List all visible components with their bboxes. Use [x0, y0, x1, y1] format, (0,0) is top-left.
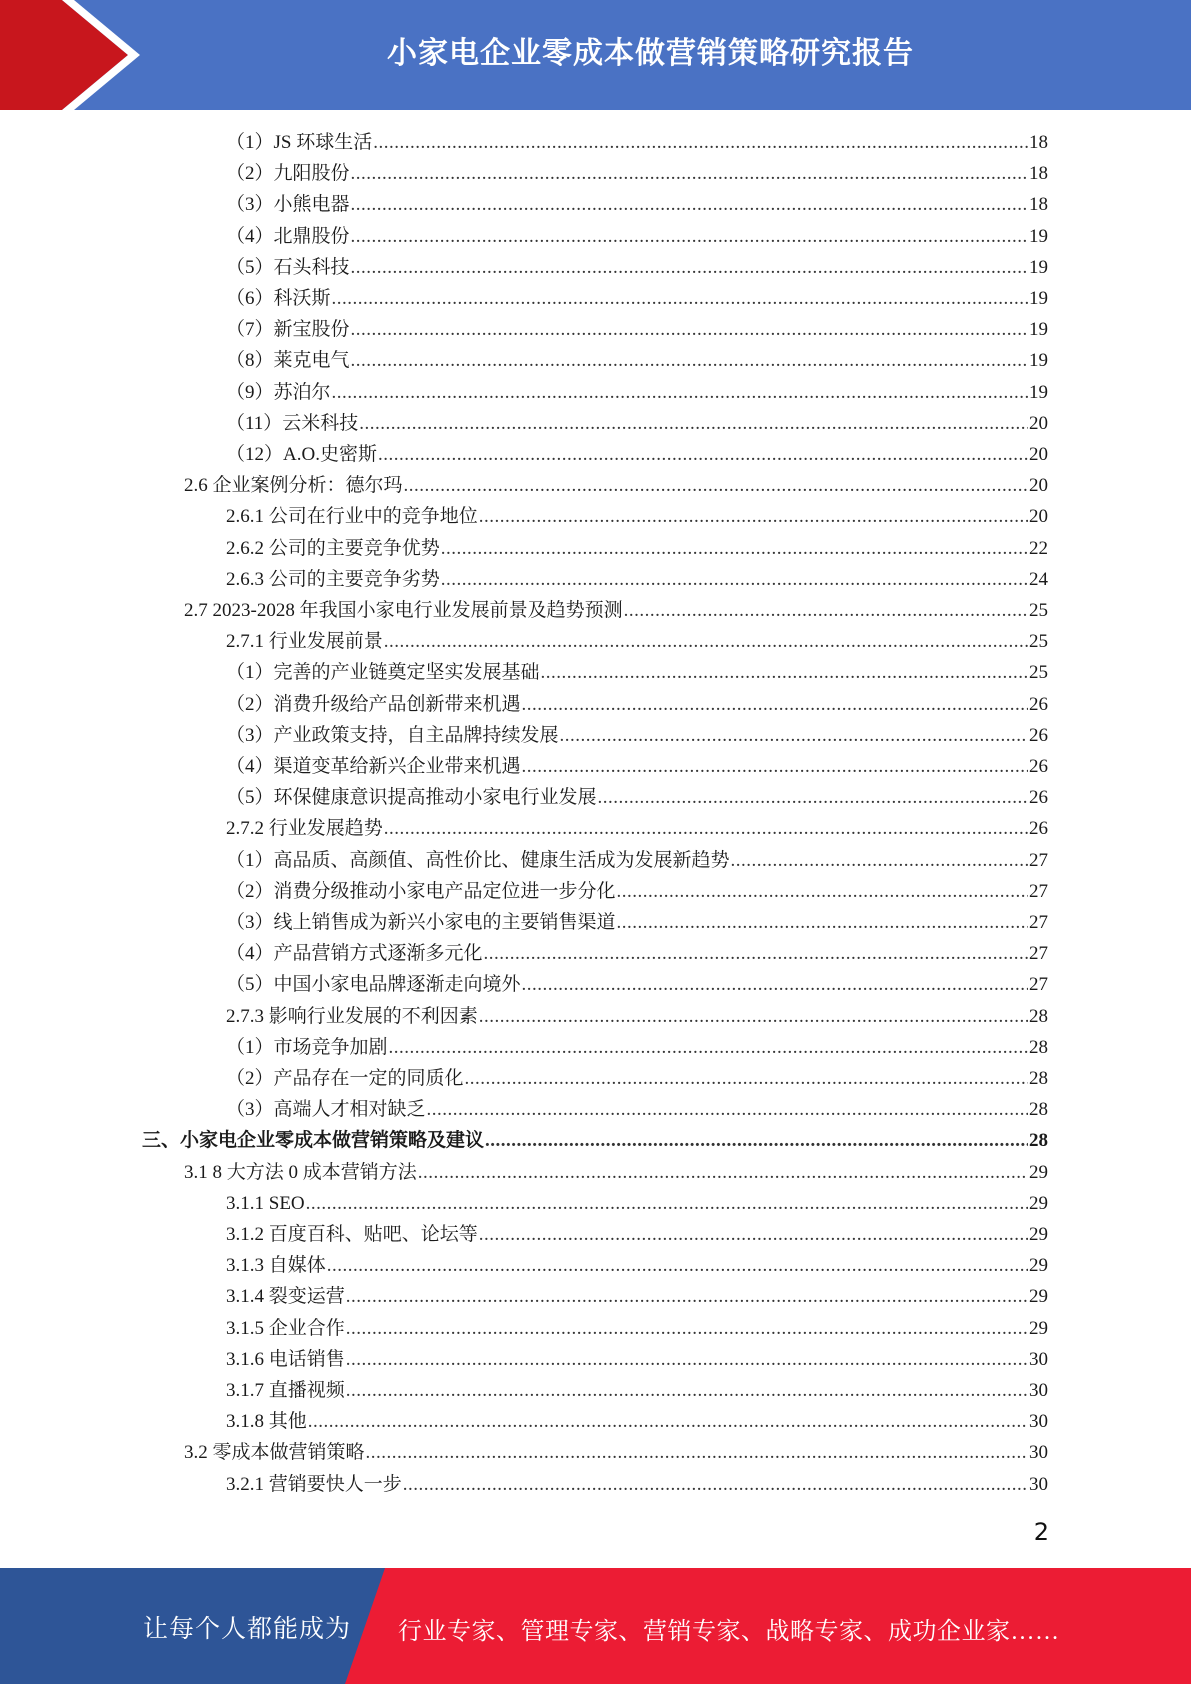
toc-entry[interactable] — [226, 1469, 1048, 1500]
toc-entry-label: 2.7.3 影响行业发展的不利因素 — [226, 1005, 478, 1027]
toc-leader-dots — [332, 377, 1028, 408]
toc-entry[interactable] — [226, 1375, 1048, 1406]
toc-leader-dots — [378, 439, 1028, 470]
footer-slogan-right: 行业专家、管理专家、营销专家、战略专家、成功企业家…… — [398, 1619, 1060, 1645]
toc-entry-page: 29 — [1029, 1255, 1048, 1277]
toc-entry[interactable] — [226, 1063, 1048, 1094]
toc-entry-label: 3.1.5 企业合作 — [226, 1317, 345, 1339]
toc-entry[interactable] — [226, 1344, 1048, 1375]
toc-entry-page: 27 — [1029, 912, 1048, 933]
toc-entry-label: 3.1.7 直播视频 — [226, 1380, 345, 1401]
toc-leader-dots — [624, 595, 1028, 626]
toc-entry[interactable] — [226, 1219, 1048, 1250]
toc-entry-page: 22 — [1029, 537, 1048, 559]
toc-leader-dots — [327, 1250, 1028, 1281]
toc-entry[interactable] — [226, 533, 1048, 564]
toc-entry-label: （3）小熊电器 — [226, 194, 350, 216]
toc-entry-label: 2.7.2 行业发展趋势 — [226, 818, 383, 840]
toc-leader-dots — [403, 1469, 1028, 1500]
page-footer — [0, 1568, 1191, 1684]
toc-entry[interactable] — [226, 1406, 1048, 1437]
toc-entry-label: （9）苏泊尔 — [226, 381, 331, 403]
toc-entry-page: 28 — [1029, 1005, 1048, 1027]
toc-entry-label: （1）JS 环球生活 — [226, 132, 373, 153]
toc-entry[interactable] — [226, 969, 1048, 1000]
toc-entry[interactable] — [226, 845, 1048, 876]
toc-entry[interactable] — [226, 938, 1048, 969]
page-number: 2 — [1033, 1518, 1049, 1546]
toc-entry-label: 2.7 2023-2028 年我国小家电行业发展前景及趋势预测 — [184, 600, 623, 621]
toc-entry-label: （12）A.O.史密斯 — [226, 444, 377, 465]
toc-entry[interactable] — [226, 689, 1048, 720]
toc-entry-label: 3.1.3 自媒体 — [226, 1255, 326, 1277]
toc-entry-label: （2）消费升级给产品创新带来机遇 — [226, 693, 521, 715]
toc-entry-label: 3.1.8 其他 — [226, 1411, 307, 1433]
toc-entry-page: 26 — [1029, 693, 1048, 715]
toc-entry[interactable] — [226, 158, 1048, 189]
toc-entry-page: 30 — [1029, 1380, 1048, 1401]
toc-entry[interactable] — [226, 221, 1048, 252]
toc-entry-page: 29 — [1029, 1317, 1048, 1339]
toc-entry-page: 19 — [1029, 288, 1048, 309]
toc-entry-page: 19 — [1029, 350, 1048, 372]
toc-leader-dots — [522, 751, 1028, 782]
toc-entry[interactable] — [226, 1250, 1048, 1281]
toc-leader-dots — [404, 470, 1028, 501]
toc-entry-label: （6）科沃斯 — [226, 288, 331, 309]
toc-leader-dots — [479, 1001, 1028, 1032]
toc-leader-dots — [598, 782, 1028, 813]
toc-entry-page: 28 — [1029, 1099, 1048, 1121]
toc-entry-label: （3）产业政策支持，自主品牌持续发展 — [226, 724, 559, 746]
toc-entry[interactable] — [184, 1437, 1048, 1468]
toc-leader-dots — [346, 1313, 1028, 1344]
toc-leader-dots — [351, 158, 1028, 189]
toc-leader-dots — [373, 127, 1028, 158]
toc-entry[interactable] — [226, 439, 1048, 470]
toc-leader-dots — [427, 1094, 1028, 1125]
toc-entry[interactable] — [226, 189, 1048, 220]
toc-entry-label: 3.2 零成本做营销策略 — [184, 1442, 365, 1464]
toc-entry-page: 26 — [1029, 787, 1048, 809]
toc-entry-page: 18 — [1029, 132, 1048, 153]
toc-entry[interactable] — [226, 252, 1048, 283]
toc-entry-label: （5）环保健康意识提高推动小家电行业发展 — [226, 787, 597, 809]
toc-entry-label: （2）产品存在一定的同质化 — [226, 1068, 464, 1089]
toc-leader-dots — [731, 845, 1028, 876]
toc-entry-label: 3.1.1 SEO — [226, 1192, 305, 1214]
toc-entry-page: 28 — [1029, 1036, 1048, 1058]
toc-entry-label: （1）高品质、高颜值、高性价比、健康生活成为发展新趋势 — [226, 849, 730, 871]
toc-leader-dots — [389, 1032, 1028, 1063]
toc-entry-page: 26 — [1029, 818, 1048, 840]
toc-entry[interactable] — [226, 377, 1048, 408]
toc-entry[interactable] — [226, 1313, 1048, 1344]
toc-entry-label: （4）产品营销方式逐渐多元化 — [226, 943, 483, 965]
toc-entry-label: （1）市场竞争加剧 — [226, 1036, 388, 1058]
toc-entry-page: 27 — [1029, 880, 1048, 902]
toc-leader-dots — [306, 1188, 1028, 1219]
toc-entry-page: 19 — [1029, 381, 1048, 403]
toc-entry-label: 2.6.3 公司的主要竞争劣势 — [226, 568, 440, 590]
toc-entry-label: 2.6.1 公司在行业中的竞争地位 — [226, 506, 478, 528]
toc-entry[interactable] — [226, 1094, 1048, 1125]
toc-entry-label: （5）中国小家电品牌逐渐走向境外 — [226, 974, 521, 996]
footer-slogan-left: 让每个人都能成为 — [143, 1616, 352, 1643]
toc-entry-page: 30 — [1029, 1411, 1048, 1433]
toc-entry[interactable] — [226, 408, 1048, 439]
toc-entry-label: （7）新宝股份 — [226, 319, 350, 341]
toc-leader-dots — [465, 1063, 1028, 1094]
toc-entry-page: 25 — [1029, 631, 1048, 653]
toc-leader-dots — [351, 314, 1028, 345]
toc-entry-page: 30 — [1029, 1442, 1048, 1464]
toc-leader-dots — [346, 1375, 1028, 1406]
page-header — [0, 0, 1191, 110]
toc-entry-label: （4）北鼎股份 — [226, 225, 350, 247]
toc-entry-label: （8）莱克电气 — [226, 350, 350, 372]
toc-entry[interactable] — [226, 1032, 1048, 1063]
toc-entry-page: 27 — [1029, 849, 1048, 871]
toc-leader-dots — [346, 1281, 1028, 1312]
toc-leader-dots — [441, 533, 1028, 564]
toc-entry[interactable] — [184, 1157, 1048, 1188]
toc-entry-label: 2.7.1 行业发展前景 — [226, 631, 383, 653]
toc-entry-page: 20 — [1029, 412, 1048, 434]
toc-entry-label: （2）九阳股份 — [226, 163, 350, 185]
toc-entry-label: 2.6.2 公司的主要竞争优势 — [226, 537, 440, 559]
toc-entry-label: 3.1.6 电话销售 — [226, 1348, 345, 1370]
toc-leader-dots — [351, 345, 1028, 376]
toc-entry-page: 25 — [1029, 662, 1048, 684]
toc-entry[interactable] — [226, 564, 1048, 595]
toc-leader-dots — [308, 1406, 1028, 1437]
toc-entry-page: 30 — [1029, 1473, 1048, 1495]
toc-entry-label: 3.1 8 大方法 0 成本营销方法 — [184, 1161, 417, 1183]
toc-leader-dots — [522, 689, 1028, 720]
toc-leader-dots — [366, 1437, 1028, 1468]
toc-entry[interactable] — [226, 501, 1048, 532]
toc-entry-page: 20 — [1029, 444, 1048, 465]
toc-entry[interactable] — [226, 907, 1048, 938]
toc-entry-label: 3.1.2 百度百科、贴吧、论坛等 — [226, 1224, 478, 1245]
toc-leader-dots — [560, 720, 1028, 751]
toc-entry[interactable] — [226, 127, 1048, 158]
toc-entry-page: 28 — [1029, 1068, 1048, 1089]
toc-leader-dots — [351, 221, 1028, 252]
toc-entry-page: 30 — [1029, 1348, 1048, 1370]
toc-entry-page: 24 — [1029, 568, 1048, 590]
toc-entry-page: 19 — [1029, 225, 1048, 247]
toc-entry-page: 18 — [1029, 163, 1048, 185]
toc-entry-page: 26 — [1029, 756, 1048, 777]
toc-leader-dots — [351, 189, 1028, 220]
toc-entry-label: （11）云米科技 — [226, 412, 359, 434]
toc-leader-dots — [441, 564, 1028, 595]
toc-entry-label: （3）线上销售成为新兴小家电的主要销售渠道 — [226, 912, 616, 933]
toc-leader-dots — [522, 969, 1028, 1000]
toc-entry-page: 29 — [1029, 1161, 1048, 1183]
toc-entry-page: 29 — [1029, 1286, 1048, 1308]
toc-entry-page: 25 — [1029, 600, 1048, 621]
toc-entry[interactable] — [226, 751, 1048, 782]
toc-entry[interactable] — [226, 314, 1048, 345]
report-title: 小家电企业零成本做营销策略研究报告 — [387, 36, 914, 71]
toc-entry[interactable] — [226, 1188, 1048, 1219]
toc-leader-dots — [617, 876, 1028, 907]
toc-entry-page: 27 — [1029, 974, 1048, 996]
toc-entry-label: 3.1.4 裂变运营 — [226, 1286, 345, 1308]
toc-entry[interactable] — [226, 1281, 1048, 1312]
toc-leader-dots — [359, 408, 1028, 439]
toc-entry[interactable] — [226, 1001, 1048, 1032]
toc-entry[interactable] — [142, 1125, 1048, 1156]
toc-entry-page: 28 — [1029, 1130, 1048, 1152]
toc-entry-label: 三、小家电企业零成本做营销策略及建议 — [142, 1130, 485, 1152]
toc-entry[interactable] — [226, 813, 1048, 844]
toc-entry-label: （4）渠道变革给新兴企业带来机遇 — [226, 756, 521, 777]
toc-entry-label: （1）完善的产业链奠定坚实发展基础 — [226, 662, 540, 684]
toc-entry[interactable] — [226, 720, 1048, 751]
toc-leader-dots — [479, 1219, 1028, 1250]
toc-entry[interactable] — [226, 782, 1048, 813]
toc-entry-label: （5）石头科技 — [226, 256, 350, 278]
toc-entry-page: 27 — [1029, 943, 1048, 965]
toc-entry-page: 19 — [1029, 319, 1048, 341]
toc-entry-page: 19 — [1029, 256, 1048, 278]
toc-leader-dots — [484, 938, 1028, 969]
toc-entry-page: 29 — [1029, 1192, 1048, 1214]
toc-entry-page: 29 — [1029, 1224, 1048, 1245]
toc-entry[interactable] — [184, 470, 1048, 501]
toc-entry[interactable] — [226, 657, 1048, 688]
toc-leader-dots — [332, 283, 1028, 314]
toc-entry-label: （3）高端人才相对缺乏 — [226, 1099, 426, 1121]
toc-leader-dots — [351, 252, 1028, 283]
toc-entry[interactable] — [226, 283, 1048, 314]
toc-leader-dots — [384, 626, 1028, 657]
toc-entry-label: 2.6 企业案例分析：德尔玛 — [184, 475, 403, 497]
toc-leader-dots — [346, 1344, 1028, 1375]
toc-entry-page: 20 — [1029, 506, 1048, 528]
toc-leader-dots — [485, 1125, 1028, 1156]
toc-entry-page: 26 — [1029, 724, 1048, 746]
toc-entry-label: （2）消费分级推动小家电产品定位进一步分化 — [226, 880, 616, 902]
toc-entry[interactable] — [226, 345, 1048, 376]
toc-leader-dots — [384, 813, 1028, 844]
toc-entry[interactable] — [226, 626, 1048, 657]
toc-leader-dots — [418, 1157, 1028, 1188]
toc-entry-label: 3.2.1 营销要快人一步 — [226, 1473, 402, 1495]
toc-entry-page: 20 — [1029, 475, 1048, 497]
toc-entry-page: 18 — [1029, 194, 1048, 216]
toc-leader-dots — [479, 501, 1028, 532]
toc-entry[interactable] — [184, 595, 1048, 626]
toc-entry[interactable] — [226, 876, 1048, 907]
toc-leader-dots — [617, 907, 1028, 938]
toc-leader-dots — [541, 657, 1028, 688]
